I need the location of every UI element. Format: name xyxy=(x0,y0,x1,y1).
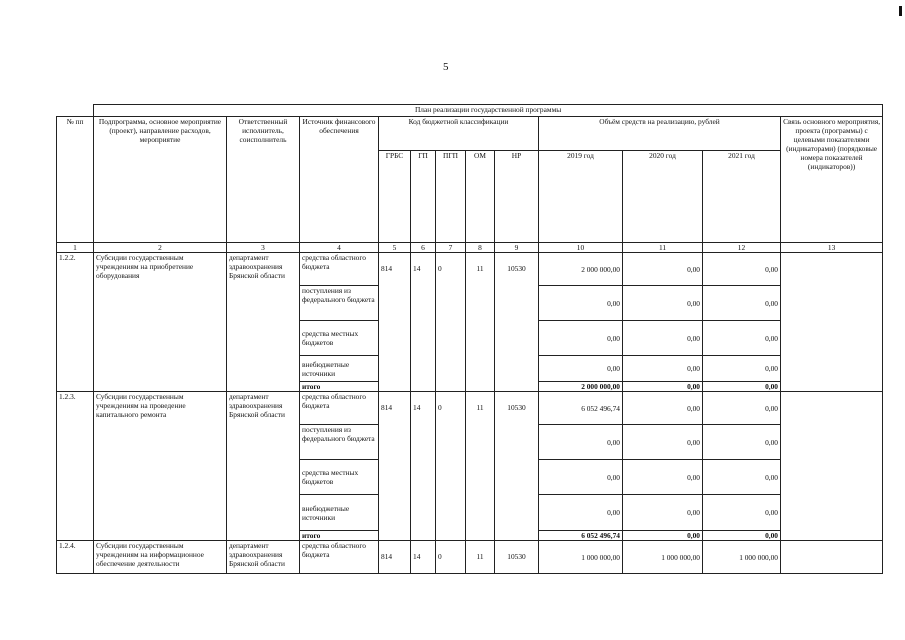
total-2021: 0,00 xyxy=(703,531,781,541)
value-2019: 0,00 xyxy=(539,286,623,321)
code-np: 10530 xyxy=(495,253,539,392)
header-budget-code: Код бюджетной классификации xyxy=(379,117,539,151)
value-2019: 0,00 xyxy=(539,425,623,460)
value-2021: 0,00 xyxy=(703,356,781,382)
header-executor: Ответственный исполнитель, соисполнитель xyxy=(227,117,300,243)
col-number: 13 xyxy=(781,243,883,253)
col-number: 6 xyxy=(411,243,436,253)
total-2020: 0,00 xyxy=(623,531,703,541)
value-2020: 0,00 xyxy=(623,286,703,321)
row-executor: департамент здравоохранения Брянской области xyxy=(227,253,300,392)
value-2019: 0,00 xyxy=(539,495,623,531)
row-source: поступления из федерального бюджета xyxy=(300,286,379,321)
value-2019: 1 000 000,00 xyxy=(539,541,623,574)
total-2021: 0,00 xyxy=(703,382,781,392)
value-2020: 0,00 xyxy=(623,392,703,425)
header-2019: 2019 год xyxy=(539,151,623,243)
value-2019: 0,00 xyxy=(539,460,623,495)
row-name: Субсидии государственным учреждениям на проведение капитального ремонта xyxy=(94,392,227,541)
code-om: 11 xyxy=(466,253,495,392)
col-number: 8 xyxy=(466,243,495,253)
col-number: 10 xyxy=(539,243,623,253)
code-grbs: 814 xyxy=(379,541,411,574)
table-row xyxy=(57,541,883,574)
value-2020: 0,00 xyxy=(623,356,703,382)
code-pgp: 0 xyxy=(436,392,466,541)
col-number: 4 xyxy=(300,243,379,253)
row-executor: департамент здравоохранения Брянской области xyxy=(227,541,300,574)
row-name: Субсидии государственным учреждениям на информационное обеспечение деятельности xyxy=(94,541,227,574)
row-source: итого xyxy=(300,531,379,541)
code-om: 11 xyxy=(466,392,495,541)
value-2021: 0,00 xyxy=(703,321,781,356)
col-number: 9 xyxy=(495,243,539,253)
value-2019: 6 052 496,74 xyxy=(539,392,623,425)
header-volume: Объём средств на реализацию, рублей xyxy=(539,117,781,151)
header-link: Связь основного мероприятия, проекта (программы) с целевыми показателями (индикаторами) (порядковые номера показателей (индикаторов)) xyxy=(781,117,883,243)
table-caption: План реализации государственной программы xyxy=(94,105,883,117)
code-np: 10530 xyxy=(495,392,539,541)
row-source: итого xyxy=(300,382,379,392)
row-num: 1.2.3. xyxy=(57,392,94,541)
value-2019: 0,00 xyxy=(539,356,623,382)
value-2021: 0,00 xyxy=(703,460,781,495)
row-source: средства областного бюджета xyxy=(300,253,379,286)
total-2019: 6 052 496,74 xyxy=(539,531,623,541)
code-gp: 14 xyxy=(411,253,436,392)
value-2019: 2 000 000,00 xyxy=(539,253,623,286)
code-pgp: 0 xyxy=(436,541,466,574)
header-subprogram: Подпрограмма, основное мероприятие (проект), направление расходов, мероприятие xyxy=(94,117,227,243)
total-2020: 0,00 xyxy=(623,382,703,392)
table-row xyxy=(57,392,883,425)
value-2021: 1 000 000,00 xyxy=(703,541,781,574)
col-number: 11 xyxy=(623,243,703,253)
header-om: ОМ xyxy=(466,151,495,243)
value-2020: 0,00 xyxy=(623,321,703,356)
value-2020: 0,00 xyxy=(623,425,703,460)
row-name: Субсидии государственным учреждениям на приобретение оборудования xyxy=(94,253,227,392)
value-2021: 0,00 xyxy=(703,286,781,321)
row-source: средства областного бюджета xyxy=(300,541,379,574)
value-2019: 0,00 xyxy=(539,321,623,356)
header-2021: 2021 год xyxy=(703,151,781,243)
header-grbs: ГРБС xyxy=(379,151,411,243)
value-2020: 0,00 xyxy=(623,495,703,531)
row-link xyxy=(781,541,883,574)
row-source: средства местных бюджетов xyxy=(300,460,379,495)
value-2021: 0,00 xyxy=(703,392,781,425)
row-link xyxy=(781,253,883,392)
scan-edge-mark xyxy=(899,6,902,16)
value-2021: 0,00 xyxy=(703,425,781,460)
col-number: 12 xyxy=(703,243,781,253)
value-2021: 0,00 xyxy=(703,495,781,531)
header-num: № пп xyxy=(57,117,94,243)
header-source: Источник финансового обеспечения xyxy=(300,117,379,243)
col-number: 1 xyxy=(57,243,94,253)
value-2020: 1 000 000,00 xyxy=(623,541,703,574)
row-source: внебюджетные источники xyxy=(300,356,379,382)
col-number: 2 xyxy=(94,243,227,253)
header-np: НР xyxy=(495,151,539,243)
code-gp: 14 xyxy=(411,541,436,574)
plan-table xyxy=(56,104,883,574)
row-executor: департамент здравоохранения Брянской области xyxy=(227,392,300,541)
header-gp: ГП xyxy=(411,151,436,243)
table-row xyxy=(57,253,883,286)
value-2020: 0,00 xyxy=(623,460,703,495)
row-num: 1.2.4. xyxy=(57,541,94,574)
col-number: 7 xyxy=(436,243,466,253)
header-2020: 2020 год xyxy=(623,151,703,243)
code-om: 11 xyxy=(466,541,495,574)
value-2021: 0,00 xyxy=(703,253,781,286)
col-number: 5 xyxy=(379,243,411,253)
code-pgp: 0 xyxy=(436,253,466,392)
code-gp: 14 xyxy=(411,392,436,541)
code-grbs: 814 xyxy=(379,253,411,392)
row-num: 1.2.2. xyxy=(57,253,94,392)
row-source: поступления из федерального бюджета xyxy=(300,425,379,460)
value-2020: 0,00 xyxy=(623,253,703,286)
header-pgp: ПГП xyxy=(436,151,466,243)
code-grbs: 814 xyxy=(379,392,411,541)
row-link xyxy=(781,392,883,541)
page-number: 5 xyxy=(443,61,449,73)
row-source: средства областного бюджета xyxy=(300,392,379,425)
row-source: внебюджетные источники xyxy=(300,495,379,531)
total-2019: 2 000 000,00 xyxy=(539,382,623,392)
code-np: 10530 xyxy=(495,541,539,574)
col-number: 3 xyxy=(227,243,300,253)
row-source: средства местных бюджетов xyxy=(300,321,379,356)
